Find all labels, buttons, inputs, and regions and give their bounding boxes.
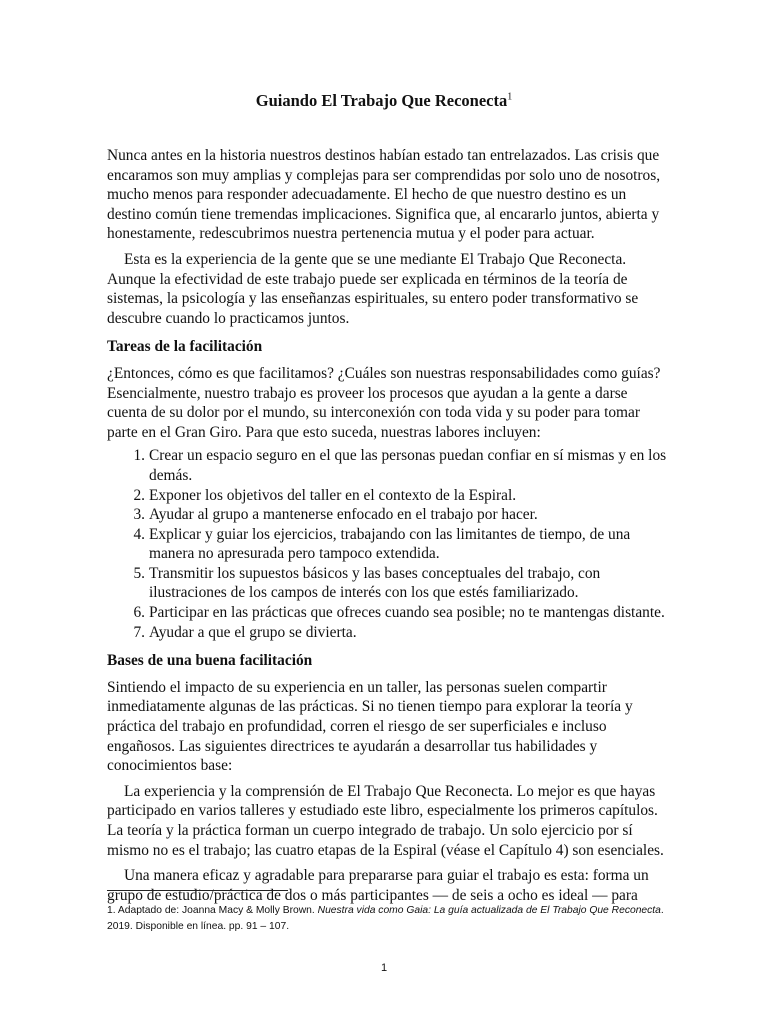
intro-paragraph-1: Nunca antes en la historia nuestros destinos habían estado tan entrelazados. Las crisis que encaramos son muy amplias y complejas para ser comprendidas por solo uno de nosotros, mucho menos para responder adecuadamente. El hecho de que nuestro destino es un destino común tiene tremendas implicaciones. Significa que, al encararlo juntos, abierta y honestamente, redescubrimos nuestra pertenencia mutua y el poder para actuar.: [107, 147, 661, 243]
section2-paragraph-1: Sintiendo el impacto de su experiencia en un taller, las personas suelen compartir inmediatamente algunas de las prácticas. Si no tienen tiempo para explorar la teoría y práctica del trabajo en profundidad, corren el riesgo de ser superficiales e incluso engañosos. Las siguientes directrices te ayudarán a desarrollar tus habilidades y conocimientos base:: [107, 678, 633, 775]
document-body: [107, 146, 667, 905]
footnote-divider: [107, 890, 288, 891]
list-item: 7. Ayudar a que el grupo se divierta.: [133, 623, 357, 641]
tasks-list: [107, 446, 667, 642]
list-item: 1. Crear un espacio seguro en el que las personas puedan confiar en sí mismas y en los demás.: [133, 447, 667, 484]
page-number: 1: [380, 962, 388, 974]
list-item: 5. Transmitir los supuestos básicos y las bases conceptuales del trabajo, con ilustraciones de los campos de interés con los que estés familiarizado.: [133, 564, 601, 602]
footnote: 1. Adaptado de: Joanna Macy & Molly Brown. Nuestra vida como Gaia: La guía actualizada de El Trabajo Que Reconecta. 2019. Disponible en línea. pp. 91 – 107.: [107, 905, 664, 932]
list-item: 3. Ayudar al grupo a mantenerse enfocado en el trabajo por hacer.: [133, 506, 538, 524]
footnote-book-title: Nuestra vida como Gaia: La guía actualizada de El Trabajo Que Reconecta: [317, 905, 661, 916]
section1-intro-paragraph: ¿Entonces, cómo es que facilitamos? ¿Cuáles son nuestras responsabilidades como guías? Esencialmente, nuestro trabajo es proveer los procesos que ayudan a la gente a darse cuenta de su dolor por el mundo, su interconexión con toda vida y su poder para tomar parte en el Gran Giro. Para que esto suceda, nuestras labores incluyen:: [107, 364, 661, 441]
document-title: Guiando El Trabajo Que Reconecta$^1$: [255, 91, 513, 110]
footnote-marker: 1: [507, 91, 513, 103]
list-item: 6. Participar en las prácticas que ofreces cuando sea posible; no te mantengas distante.: [133, 604, 665, 622]
section2-paragraph-3: Una manera eficaz y agradable para prepararse para guiar el trabajo es esta: forma un grupo de estudio/práctica de dos o más participantes — de seis a ocho es ideal — para: [107, 867, 649, 904]
list-item: 4. Explicar y guiar los ejercicios, trabajando con las limitantes de tiempo, de una manera no apresurada pero tampoco extendida.: [133, 525, 631, 563]
section-heading-bases: Bases de una buena facilitación: [107, 652, 313, 670]
section2-paragraph-2: La experiencia y la comprensión de El Trabajo Que Reconecta. Lo mejor es que hayas participado en varios talleres y estudiado este libro, especialmente los primeros capítulos. La teoría y la práctica forman un cuerpo integrado de trabajo. Un solo ejercicio por sí mismo no es el trabajo; las cuatro etapas de la Espiral (véase el Capítulo 4) son esenciales.: [107, 782, 664, 859]
section-heading-tareas: Tareas de la facilitación: [107, 338, 263, 356]
intro-paragraph-2: Esta es la experiencia de la gente que se une mediante El Trabajo Que Reconecta. Aunque la efectividad de este trabajo puede ser explicada en términos de la teoría de sistemas, la psicología y las enseñanzas espirituales, su entero poder transformativo se descubre cuando lo practicamos juntos.: [107, 250, 639, 327]
list-item: 2. Exponer los objetivos del taller en el contexto de la Espiral.: [133, 486, 517, 504]
